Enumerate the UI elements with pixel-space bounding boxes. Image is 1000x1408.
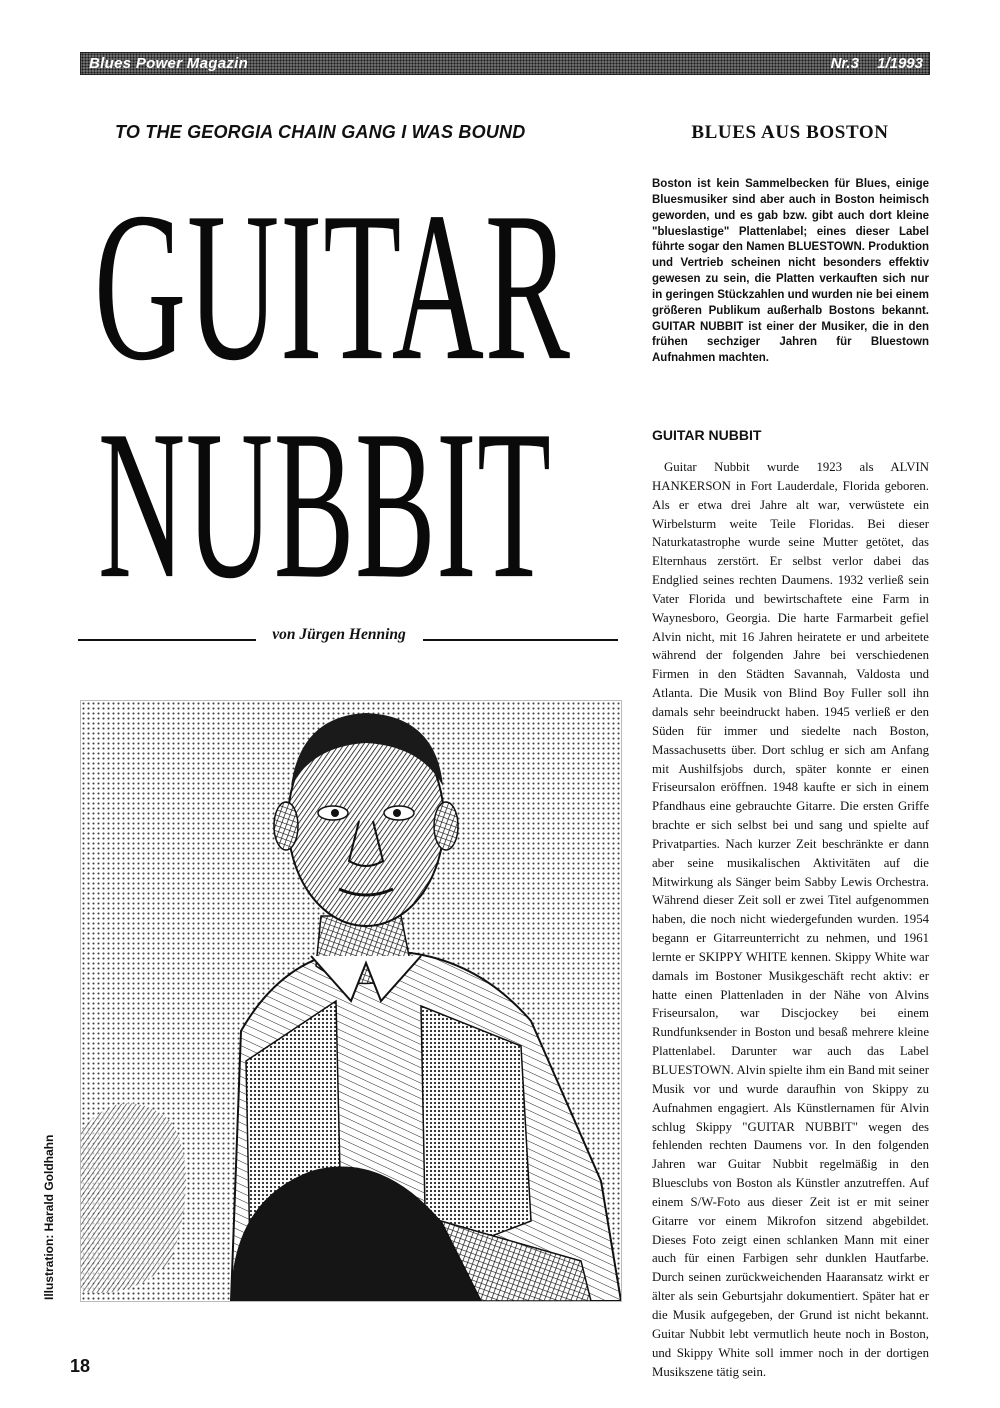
sidebar-heading: BLUES AUS BOSTON xyxy=(691,122,889,143)
title-line-2: NUBBIT xyxy=(98,385,552,623)
portrait-drawing xyxy=(81,701,621,1301)
author-byline: von Jürgen Henning xyxy=(272,626,406,643)
magazine-name: Blues Power Magazin xyxy=(89,55,249,72)
byline-rule-left xyxy=(78,639,256,641)
portrait-illustration xyxy=(80,700,622,1302)
article-body: Guitar Nubbit wurde 1923 als ALVIN HANKERSON in Fort Lauderdale, Florida geboren. Als er etwa drei Jahre alt war, verwüstete ein Wirbelsturm weite Teile Floridas. Bei dieser Naturkatastrophe wurde seine Mutter getötet, das Elternhaus zerstört. Er selbst verlor dabei das Endglied seines rechten Daumens. 1932 verließ sein Vater Florida und bewirtschaftete eine Farm in Waynesboro, Georgia. Die harte Farmarbeit gefiel Alvin nicht, mit 16 Jahren heiratete er und arbeitete während der folgenden Jahre bei verschiedenen Firmen in den Städten Savannah, Valdosta und Atlanta. Die Musik von Blind Boy Fuller soll ihn damals sehr beeindruckt haben. 1945 verließ er den Süden für immer und siedelte nach Boston, Massachusetts über. Dort schlug er sich am Anfang mit Aushilfsjobs durch, später konnte er einen Friseursalon eröffnen. 1948 kaufte er sich in einem Pfandhaus eine gebrauchte Gitarre. Die ersten Griffe brachte er sich selbst bei und sang und spielte auf Privatparties. Nach kurzer Zeit beschränkte er dann aber seine musikalischen Aktivitäten auf die Mitwirkung als Sänger beim Sabby Lewis Orchestra. Während dieser Zeit soll er zwei Titel aufgenommen haben, die noch nicht wiedergefunden wurden. 1954 begann er Gitarreunterricht zu nehmen, und 1961 lernte er SKIPPY WHITE kennen. Skippy White war damals im Bostoner Musikgeschäft recht aktiv: er hatte einen Plattenladen in der Nähe von Alvins Friseursalon, war Discjockey bei einem Rundfunksender in Boston und besaß mehrere kleine Plattenlabel. Darunter war auch das Label BLUESTOWN. Alvin spielte ihm ein Band mit seiner Musik vor und wurde daraufhin von Skippy zu Aufnahmen engagiert. Als Künstlernamen für Alvin schlug Skippy "GUITAR NUBBIT" wegen des fehlenden rechten Daumens vor. In den folgenden Jahren war Guitar Nubbit regelmäßig in den Bluesclubs von Boston als Künstler anzutreffen. Auf einem S/W-Foto aus dieser Zeit ist er mit seiner Gitarre vor einem Mikrofon sitzend abgebildet. Dieses Foto zeigt einen schlanken Mann mit einer auch für einen Farbigen sehr dunklen Hautfarbe. Durch seinen zurückweichenden Haaransatz wirkt er älter als sein Geburtsjahr dokumentiert. Später hat er die Musik aufgegeben, der Grund ist nicht bekannt. Guitar Nubbit lebt vermutlich heute noch in Boston, und Skippy White soll immer noch in der dortigen Musikszene tätig sein. xyxy=(652,460,929,1379)
magazine-header-bar xyxy=(80,52,930,75)
issue-number: Nr.3 1/1993 xyxy=(830,55,923,72)
illustration-credit: Illustration: Harald Goldhahn xyxy=(42,1134,56,1300)
byline-row xyxy=(78,626,618,652)
sidebar-intro: Boston ist kein Sammelbecken für Blues, einige Bluesmusiker sind aber auch in Boston heimisch geworden, und es gab bzw. gibt auch dort kleine "blueslastige" Plattenlabel; eines dieser Label führte sogar den Namen BLUESTOWN. Produktion und Vertrieb scheinen nicht besonders effektiv gewesen zu sein, die Platten verkauften sich nur in geringen Stückzahlen und wurden nie bei einem größeren Publikum außerhalb Bostons bekannt. GUITAR NUBBIT ist einer der Musiker, die in den frühen sechziger Jahren für Bluestown Aufnahmen machten. xyxy=(652,178,929,365)
article-kicker: TO THE GEORGIA CHAIN GANG I WAS BOUND xyxy=(115,122,526,142)
sidebar-subheading: GUITAR NUBBIT xyxy=(652,427,762,443)
title-line-1: GUITAR xyxy=(94,167,571,405)
byline-rule-right xyxy=(423,639,618,641)
page-number: 18 xyxy=(70,1356,91,1376)
